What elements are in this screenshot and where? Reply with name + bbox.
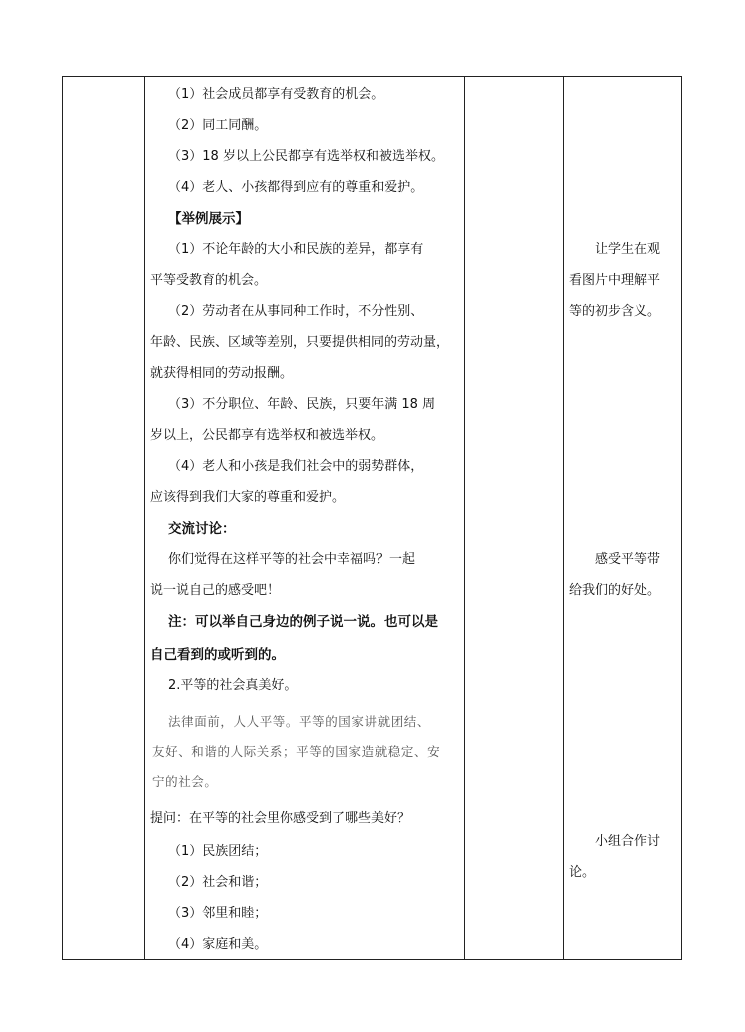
note-line: 自己看到的或听到的。: [150, 647, 285, 663]
intent-text: 让学生在观: [595, 242, 661, 257]
text-line: 就获得相同的劳动报酬。: [150, 366, 294, 381]
text-line: 说一说自己的感受吧！: [150, 583, 281, 598]
intent-text: 给我们的好处。: [569, 583, 661, 598]
note-line: 注：可以举自己身边的例子说一说。也可以是: [168, 614, 438, 630]
text-line: （3）不分职位、年龄、民族，只要年满 18 周: [168, 397, 436, 412]
text-line: （3）18 岁以上公民都享有选举权和被选举权。: [168, 149, 444, 164]
text-line: 2.平等的社会真美好。: [168, 678, 298, 693]
text-line: （2）同工同酬。: [168, 118, 268, 133]
text-line: （2）社会和谐；: [168, 875, 268, 890]
intent-text: 看图片中理解平: [569, 273, 661, 288]
activity-column: [144, 77, 464, 959]
text-line: （4）老人、小孩都得到应有的尊重和爱护。: [168, 180, 424, 195]
question-line: 提问：在平等的社会里你感受到了哪些美好？: [150, 811, 411, 826]
intent-text: 等的初步含义。: [569, 304, 661, 319]
text-line: （1）民族团结；: [168, 844, 268, 859]
text-line: 应该得到我们大家的尊重和爱护。: [150, 490, 346, 505]
discussion-heading: 交流讨论：: [168, 521, 236, 537]
text-line: 宁的社会。: [152, 774, 218, 789]
intent-text: 论。: [569, 865, 596, 880]
intent-text: 小组合作讨: [595, 834, 661, 849]
text-line: 法律面前，人人平等。平等的国家讲就团结、: [168, 714, 431, 729]
text-line: （2）劳动者在从事同种工作时，不分性别、: [168, 304, 424, 319]
text-line: 年龄、民族、区域等差别，只要提供相同的劳动量，: [150, 335, 450, 350]
text-line: （4）老人和小孩是我们社会中的弱势群体，: [168, 459, 424, 474]
text-line: 岁以上，公民都享有选举权和被选举权。: [150, 428, 385, 443]
text-line: （1）社会成员都享有受教育的机会。: [168, 87, 385, 102]
text-line: 友好、和谐的人际关系；平等的国家造就稳定、安: [152, 744, 441, 759]
lesson-table: [62, 76, 682, 960]
text-line: 平等受教育的机会。: [150, 273, 268, 288]
text-line: 你们觉得在这样平等的社会中幸福吗？一起: [168, 552, 416, 567]
text-line: （1）不论年龄的大小和民族的差异，都享有: [168, 242, 424, 257]
section-heading: 【举例展示】: [168, 211, 249, 227]
column-divider: [563, 77, 564, 959]
column-divider: [464, 77, 465, 959]
intent-text: 感受平等带: [595, 552, 661, 567]
text-line: （3）邻里和睦；: [168, 906, 268, 921]
text-line: （4）家庭和美。: [168, 937, 268, 952]
